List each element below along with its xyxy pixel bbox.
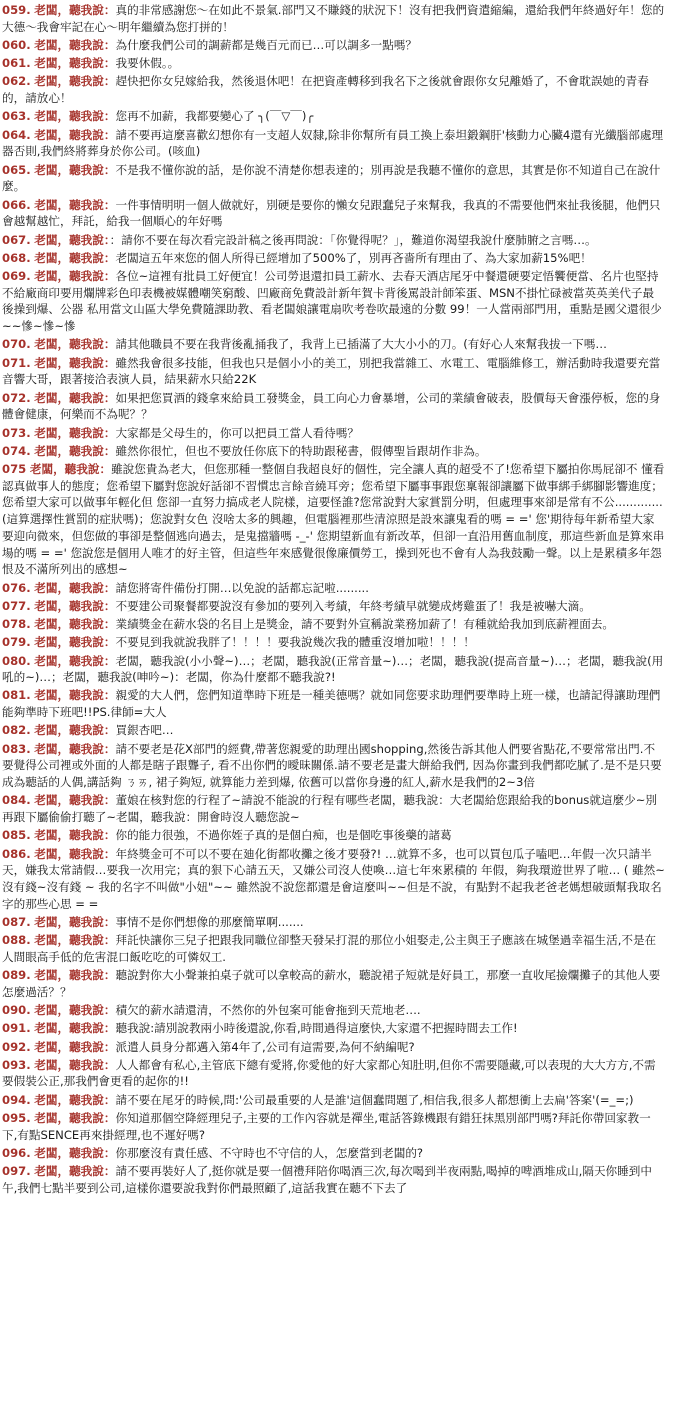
entry-text: 老闆這五年來您的個人所得已經增加了500%了，別再吝嗇所有理由了、為大家加薪15%吧！ bbox=[115, 250, 592, 265]
entry-text: 各位~這裡有批員工好便宜！公司勞退還扣員工薪水、去春天酒店尾牙中餐還硬要定悟饗便當、名片也堅持不給廠商印要用爛牌彩色印表機被媒體嘲笑窮酸、凹廠商免費設計新年賀卡背後罵設計師笨蛋、MSN不掛忙碌被當英英美代子最後操到爆、公器 私用當文山區大學免費隨課助教、看老闆娘讓電扇吹考卷吹最遠的分數 99！一人當兩部門用，重點是國父還很少~~慘~慘~慘 bbox=[2, 269, 662, 334]
entry bbox=[2, 1020, 665, 1037]
entry-label: 老闆，聽我說： bbox=[34, 1092, 116, 1107]
entry bbox=[2, 197, 665, 230]
entry-label: 老闆，聽我說： bbox=[34, 269, 116, 284]
entry-label: 老闆，聽我說： bbox=[34, 443, 116, 458]
entry-number: 083. bbox=[2, 741, 31, 756]
entry-label: 老闆，聽我說： bbox=[34, 37, 116, 52]
entry-text: 拜託快讓你三兒子把跟我同職位卻整天發呆打混的那位小姐娶走,公主與王子應該在城堡過幸福生活,不是在人間眼高手低的危害混口飯吃吃的可憐奴工. bbox=[2, 933, 657, 964]
entry-text: ：請你不要在每次看完設計稿之後再問說：「你覺得呢？」，難道你渴望我說什麼肺腑之言嗎…。 bbox=[109, 232, 597, 247]
entry-number: 079. bbox=[2, 635, 31, 650]
entry-label: 老闆，聽我說： bbox=[34, 598, 116, 613]
entry-text: 聽我說:請別說教兩小時後還說,你看,時間過得這麼快,大家還不把握時間去工作! bbox=[115, 1021, 518, 1036]
entry-label: 老闆，聽我說： bbox=[34, 1164, 116, 1179]
entry-text: 年終獎金可不可以不要在廸化街都收攤之後才要發?! …就算不多，也可以買包瓜子嗑吧…年假一次只請半天，嫌我太常請假…要我一次用完；真的狠下心請五天，又嫌公司沒人使喚…這七年來累積的 年假，夠我環遊世界了啦… ( 雖然~沒有錢~沒有錢 ~ 我的名字不叫做"小妞"~~ 雖然說不說您都還是會這麼叫~~但是不說，有點對不起我老爸老媽想破頭幫我取名字的那些心思 = = bbox=[2, 846, 665, 911]
entry-text: 趕快把你女兒嫁給我，然後退休吧！在把資產轉移到我名下之後就會跟你女兒離婚了，不會耽誤她的青春的，請放心！ bbox=[2, 74, 649, 106]
entry-number: 082. bbox=[2, 723, 31, 738]
entry-text: 請不要再這麼喜歡幻想你有一支超人奴隸,除非你幫所有員工換上泰坦鍛鋼肝'核動力心臟4還有光纖腦部處理器否則,我們終將葬身於你公司。(咳血) bbox=[2, 127, 664, 159]
entry bbox=[2, 722, 665, 739]
entry-label: 老闆，聽我說： bbox=[34, 846, 116, 861]
entry-text: 人人都會有私心,主管底下總有愛將,你愛他的好大家都心知肚明,但你不需要隱藏,可以表現的大大方方,不需要假裝公正,那我們會更看的起你的!! bbox=[2, 1057, 656, 1089]
entry-label: 老闆，聽我說： bbox=[34, 3, 116, 17]
entry-text: 事情不是你們想像的那麼簡單啊....... bbox=[115, 914, 304, 929]
entry bbox=[2, 268, 665, 335]
entry-number: 088. bbox=[2, 933, 31, 948]
entry-number: 059. bbox=[2, 3, 31, 17]
entry-number: 090. bbox=[2, 1003, 31, 1018]
entry-number: 076. bbox=[2, 580, 31, 595]
entry bbox=[2, 73, 665, 106]
entry bbox=[2, 687, 665, 720]
entry-number: 063. bbox=[2, 109, 31, 124]
entry-text: 如果把您買酒的錢拿來給員工發獎金，員工向心力會暴增，公司的業績會破表，股價每天會漲停板，您的身體會健康，何樂而不為呢？？ bbox=[2, 390, 661, 422]
entry-label: 老闆，聽我說： bbox=[34, 617, 116, 631]
entry bbox=[2, 932, 665, 965]
entry-label: 老闆，聽我說： bbox=[34, 914, 116, 929]
entry-label: 老闆，聽我說： bbox=[34, 968, 116, 983]
entry bbox=[2, 2, 665, 35]
entry-text: 你知道那個空降經理兒子,主要的工作內容就是禪坐,電話答錄機跟有錯狂抹黑別部門嗎?拜託你帶回家教一下,有點SENCE再來掛經理,也不遲好嗎? bbox=[2, 1110, 651, 1142]
entry-label: 老闆，聽我說： bbox=[34, 74, 116, 89]
entry-number: 096. bbox=[2, 1145, 31, 1160]
entry-label: 老闆，聽我說： bbox=[34, 355, 116, 370]
entry-label: 老闆，聽我說： bbox=[34, 425, 116, 440]
entry-text: 買銀杏吧… bbox=[115, 723, 174, 738]
entry bbox=[2, 846, 665, 913]
entry-number: 092. bbox=[2, 1039, 31, 1054]
entry bbox=[2, 37, 665, 54]
entry bbox=[2, 580, 665, 597]
entry-number: 062. bbox=[2, 74, 31, 89]
entry-text: 派遣人員身分都邁入第4年了,公司有這需要,為何不納編呢? bbox=[115, 1039, 415, 1054]
entry-label: 老闆，聽我說： bbox=[34, 1039, 116, 1054]
entry-label: 老闆，聽我說： bbox=[34, 1145, 116, 1160]
entry-label: 老闆，聽我說： bbox=[34, 337, 116, 352]
entry-text: 我要休假。。 bbox=[115, 56, 180, 71]
entry bbox=[2, 792, 665, 825]
entry-text: 不要建公司聚餐都要說沒有參加的要列入考績，年終考績早就變成烤雞蛋了！我是被嚇大滴。 bbox=[115, 598, 591, 613]
entry-label: 老闆，聽我說： bbox=[34, 1110, 116, 1125]
entry-number: 081. bbox=[2, 688, 31, 703]
entry bbox=[2, 355, 665, 388]
entry-number: 073. bbox=[2, 425, 31, 440]
entry-number: 061. bbox=[2, 56, 31, 71]
entry-number: 097. bbox=[2, 1164, 31, 1179]
entry bbox=[2, 827, 665, 844]
entry-text: 聽說對你大小聲兼拍桌子就可以拿較高的薪水，聽說裙子短就是好員工，那麼一直收尾撿爛攤子的其他人要怎麼過活？？ bbox=[2, 968, 661, 999]
entry-number: 071. bbox=[2, 355, 31, 370]
entry bbox=[2, 1145, 665, 1162]
entry-text: 老闆，聽我說(小小聲~)…；老闆，聽我說(正常音量~)…；老闆，聽我說(提高音量~)…；老闆，聽我說(用吼的~)…；老闆，聽我說(呻吟~)：老闆，你為什麼都不聽我說?! bbox=[2, 653, 664, 685]
entry bbox=[2, 741, 665, 791]
entry-text: 親愛的大人們，您們知道準時下班是一種美德嗎？就如同您要求助理們要準時上班一樣，也請記得讓助理們能夠準時下班吧!!PS.律師=大人 bbox=[2, 688, 661, 720]
entry-number: 065. bbox=[2, 162, 31, 177]
entry-text: 請其他職員不要在我背後亂捅我了，我背上已插滿了大大小小的刀。(有好心人來幫我拔一下嗎… bbox=[115, 337, 607, 352]
entry-label: 老闆，聽我說： bbox=[34, 232, 110, 247]
entry bbox=[2, 634, 665, 651]
entry bbox=[2, 1039, 665, 1056]
entry-label: 老闆，聽我說： bbox=[34, 197, 116, 212]
entry-number: 093. bbox=[2, 1057, 31, 1072]
entry-text: 你那麼沒有責任感、不守時也不守信的人，怎麼當到老闆的? bbox=[115, 1145, 424, 1160]
entry bbox=[2, 653, 665, 686]
entry bbox=[2, 1002, 665, 1019]
entry-label: 老闆，聽我說： bbox=[34, 688, 116, 703]
entry bbox=[2, 443, 665, 460]
entry-number: 068. bbox=[2, 250, 31, 265]
entry bbox=[2, 461, 665, 578]
entry-label: 老闆，聽我說： bbox=[34, 741, 116, 756]
entry bbox=[2, 967, 665, 1000]
entry-label: 老闆，聽我說： bbox=[34, 56, 116, 71]
entry-text: 雖說您貴為老大，但您那種一整個自我超良好的個性，完全讓人真的超受不了!您希望下屬拍你馬屁卻不 懂看認真做事人的態度；您希望下屬對您說好話卻不習慣忠言餘音繞耳旁；您希望下屬事事跟您稟報卻讓屬下做事綁手綁腳影響進度；您希望大家可以做事年輕化但 您卻一直努力搞成老人院樣，這要怪誰?您常說對大家賞罰分明，但處理事來卻是常有不公.............(這算選擇性賞罰的症狀嗎)；您說對女色 沒啥太多的興趣，但電腦裡那些清涼照是設來讓鬼看的嗎 = =' 您'期待每年新希望大家要迎向微來，但您做的事卻是整個逃向過去，是鬼擋牆嗎 -_-' 您期望新血有新改革，但卻一直沿用舊血制度，那這些新血是算來串場的嗎 = =' 您說您是個用人唯才的好主管，但這些年來感覺很像廉價勞工，操到死也不會有人為我鼓勵一聲。以上是累積多年怨恨及不滿所列出的感想~ bbox=[2, 462, 665, 577]
entry bbox=[2, 1057, 665, 1090]
entry bbox=[2, 55, 665, 72]
entry-number: 089. bbox=[2, 968, 31, 983]
entry-number: 060. bbox=[2, 37, 31, 52]
entry-text: 真的非常感謝您～在如此不景氣.部門又不賺錢的狀況下！沒有把我們資遣縮編，還給我們年終過好年！您的大德～我會牢記在心～明年繼續為您打拼的！ bbox=[2, 3, 665, 34]
entry-text: 你的能力很強，不過你姪子真的是個白痴，也是個吃事後藥的諸葛 bbox=[115, 828, 452, 843]
entry-label: 老闆，聽我說： bbox=[34, 723, 116, 738]
entry-label: 老闆，聽我說： bbox=[34, 933, 116, 948]
entry-number: 070. bbox=[2, 337, 31, 352]
entry-text: 積欠的薪水請還清，不然你的外包案可能會拖到天荒地老…. bbox=[115, 1003, 421, 1018]
entry-text: 一件事情明明一個人做就好，別硬是要你的懶女兒跟蠢兒子來幫我，我真的不需要他們來扯我後腿，他們只會越幫越忙，拜託，給我一個順心的年好嗎 bbox=[2, 197, 661, 229]
entry-text: 雖然我會很多技能，但我也只是個小小的美工，別把我當雜工、水電工、電腦維修工，辦活動時我還要充當音響大哥，跟著接洽表演人員，結果薪水只給22K bbox=[2, 355, 661, 387]
entry bbox=[2, 598, 665, 615]
entry bbox=[2, 425, 665, 442]
entry-label: 老闆，聽我說： bbox=[34, 1057, 116, 1072]
entry-label: 老闆，聽我說： bbox=[34, 635, 116, 650]
entry-text: 業績獎金在薪水袋的名目上是獎金，請不要對外宣稱說業務加薪了！有種就給我加到底薪裡面去。 bbox=[115, 617, 615, 631]
entry bbox=[2, 108, 665, 125]
entry-number: 084. bbox=[2, 793, 31, 808]
entry-text: 請不要老是花X部門的經費,帶著您親愛的助理出國shopping,然後告訴其他人們要省點花,不要常常出門.不要覺得公司裡或外面的人都是瞎子跟聾子, 看不出你們的曖昧關係.請不要老是畫大餅給我們, 因為你畫到我們都吃膩了.是不是只要成為聽話的人偶,講話夠 ㄋㄞ, 裙子夠短, 就算能力差到爆, 依舊可以當你身邊的紅人,薪水是我們的2~3倍 bbox=[2, 741, 662, 790]
entry bbox=[2, 162, 665, 195]
entry bbox=[2, 250, 665, 267]
entry-number: 072. bbox=[2, 390, 31, 405]
entry-number: 066. bbox=[2, 197, 31, 212]
entry bbox=[2, 390, 665, 423]
entry-text: 為什麼我們公司的調薪都是幾百元而已…可以調多一點嗎？ bbox=[115, 37, 417, 52]
entry-number: 085. bbox=[2, 828, 31, 843]
entry-number: 095. bbox=[2, 1110, 31, 1125]
entry bbox=[2, 336, 665, 353]
entry-label: 老闆，聽我說： bbox=[34, 390, 116, 405]
entry-label: 老闆，聽我說： bbox=[34, 1021, 116, 1036]
entry-text: 不是我不懂你說的話，是你說不清楚你想表達的；別再說是我聽不懂你的意思，其實是你不知道自己在說什麼。 bbox=[2, 162, 661, 194]
entry-label: 老闆，聽我說： bbox=[34, 109, 116, 124]
entry bbox=[2, 1110, 665, 1143]
entry-number: 077. bbox=[2, 598, 31, 613]
entry-number: 094. bbox=[2, 1092, 31, 1107]
entry-text: 您再不加薪，我都要變心了 ╮(￣▽￣)╭ bbox=[115, 109, 314, 124]
entry-number: 087. bbox=[2, 914, 31, 929]
entry-label: 老闆，聽我說： bbox=[34, 828, 116, 843]
entry-number: 074. bbox=[2, 443, 31, 458]
entry-label: 老闆，聽我說： bbox=[29, 462, 112, 477]
entry bbox=[2, 616, 665, 633]
entry-text: 大家都是父母生的，你可以把員工當人看待嗎？ bbox=[115, 425, 359, 440]
entry bbox=[2, 1163, 665, 1196]
entry-text: 請不要再裝好人了,挺你就是要一個禮拜陪你喝酒三次,每次喝到半夜兩點,喝掉的啤酒堆成山,隔天你睡到中午,我們七點半要到公司,這樣你還要說我對你們最照顧了,這話我實在聽不下去了 bbox=[2, 1164, 652, 1195]
entry bbox=[2, 232, 665, 249]
entry-text: 請不要在尾牙的時候,問:'公司最重要的人是誰'這個蠢問題了,相信我,很多人都想衝上去扁'答案'(=_=;) bbox=[115, 1092, 634, 1107]
entry-number: 091. bbox=[2, 1021, 31, 1036]
entry-number: 086. bbox=[2, 846, 31, 861]
entry bbox=[2, 1092, 665, 1109]
entry-label: 老闆，聽我說： bbox=[34, 1003, 116, 1018]
entry-number: 064. bbox=[2, 127, 31, 142]
entry-number: 067. bbox=[2, 232, 31, 247]
entry bbox=[2, 914, 665, 931]
entry-number: 069. bbox=[2, 269, 31, 284]
entry-label: 老闆，聽我說： bbox=[34, 580, 116, 595]
entry bbox=[2, 127, 665, 160]
entry-text: 董娘在核對您的行程了~請說不能說的行程有哪些老闆，聽我說：大老闆給您跟給我的bonus就這麼少~別再跟下屬偷偷打聽了~老闆，聽我說：開會時沒人聽您說~ bbox=[2, 793, 658, 825]
entry-number: 078. bbox=[2, 617, 31, 631]
entry-label: 老闆，聽我說： bbox=[34, 793, 116, 808]
entry-label: 老闆，聽我說： bbox=[34, 162, 116, 177]
entry-number: 080. bbox=[2, 653, 31, 668]
entry-label: 老闆，聽我說： bbox=[34, 250, 116, 265]
entry-text: 不要見到我就說我胖了！！！！要我說幾次我的體重沒增加啦！！！！ bbox=[115, 635, 475, 650]
entry-label: 老闆，聽我說： bbox=[34, 653, 116, 668]
entry-text: 請您將寄件備份打開…以免說的話都忘記啦......... bbox=[115, 580, 369, 595]
entry-number: 075 bbox=[2, 462, 27, 477]
entry-label: 老闆，聽我說： bbox=[34, 127, 116, 142]
entry-text: 雖然你很忙，但也不要放任你底下的特助跟秘書，假傳聖旨跟胡作非為。 bbox=[115, 443, 487, 458]
